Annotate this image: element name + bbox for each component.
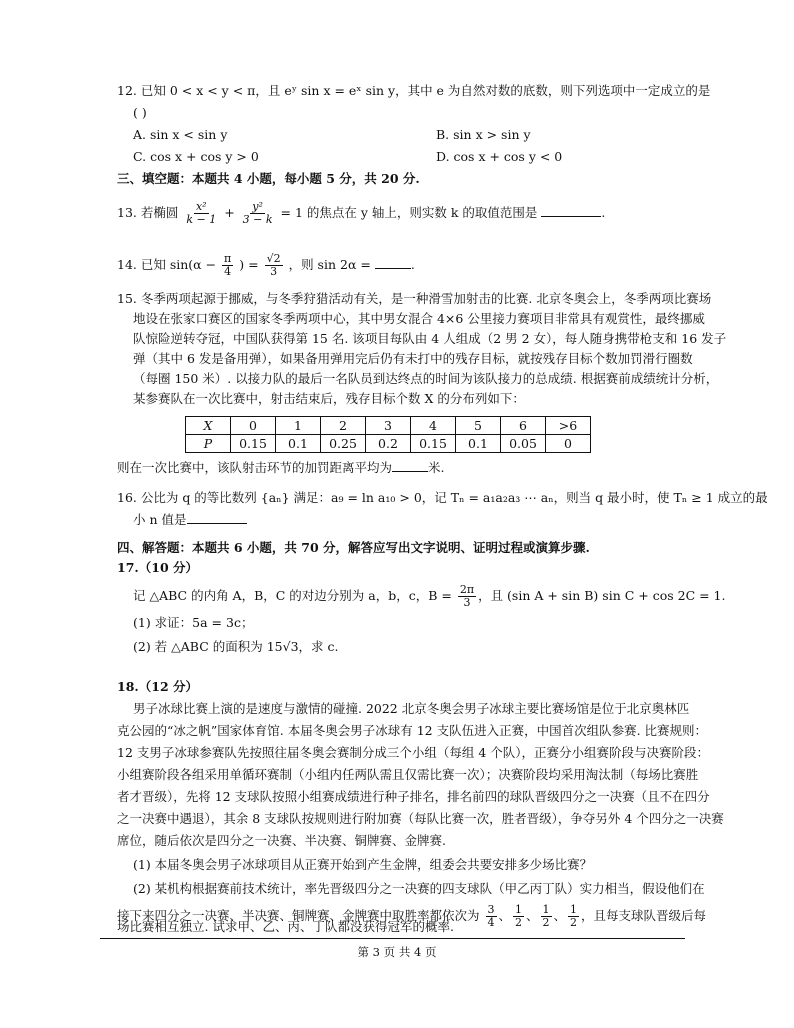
table-cell-p-5: 0.1: [456, 435, 501, 453]
section-3-heading: 三、填空题：本题共 4 小题，每小题 5 分，共 20 分.: [117, 171, 420, 186]
table-cell-x-2: 2: [321, 417, 366, 435]
q14-fraction-pi-num: π: [224, 252, 232, 265]
table-header-p: P: [186, 435, 231, 453]
q18-prob-4-den: 2: [570, 916, 578, 929]
q18-line-4: 小组赛阶段各组采用单循环赛制（小组内任两队需且仅需比赛一次）；决赛阶段均采用淘汰制（每场比赛胜: [117, 767, 699, 782]
table-cell-p-6: 0.05: [501, 435, 546, 453]
q18-line-6: 之一决赛中遇退），其余 8 支球队按规则进行附加赛（每队比赛一次，胜者晋级），争夺另外 4 个四分之一决赛: [117, 811, 724, 826]
table-cell-p-2: 0.25: [321, 435, 366, 453]
q18-prob-1-den: 4: [487, 916, 495, 929]
q14-fraction-root-num: √2: [266, 252, 281, 265]
q15-tail-end: 米.: [428, 460, 445, 475]
q13-fraction-x-den: k − 1: [186, 213, 217, 226]
q18-line-7: 席位，随后依次是四分之一决赛、半决赛、铜牌赛、金牌赛.: [117, 833, 446, 848]
q14-end: .: [410, 257, 415, 272]
q15-tail: [117, 459, 445, 477]
q13-suffix: = 1 的焦点在 y 轴上，则实数 k 的取值范围是: [280, 205, 538, 220]
q12-option-a: A. sin x < sin y: [133, 127, 228, 142]
section-4-heading: 四、解答题：本题共 6 小题，共 70 分，解答应写出文字说明、证明过程或演算步骤.: [117, 540, 590, 555]
table-cell-p-0: 0.15: [231, 435, 276, 453]
q13-fraction-y-num: y²: [252, 200, 263, 213]
q18-part-1: (1) 本届冬奥会男子冰球项目从正赛开始到产生金牌，组委会共要安排多少场比赛？: [133, 857, 593, 872]
table-cell-p-7: 0: [546, 435, 591, 453]
q18-prob-1-num: 3: [487, 903, 495, 916]
q12-option-b: B. sin x > sin y: [436, 127, 531, 142]
q18-line-5: 者才晋级），先将 12 支球队按照小组赛成绩进行种子排名，排名前四的球队晋级四分之一决赛（且不在四分: [117, 789, 710, 804]
q17-stem-a: 记 △ABC 的内角 A，B，C 的对边分别为 a，b，c，B =: [133, 588, 452, 603]
table-cell-p-4: 0.15: [411, 435, 456, 453]
q14-answer-blank[interactable]: [375, 256, 411, 269]
q18-part-2-b: 接下来四分之一决赛、半决赛、铜牌赛、金牌赛中取胜率都依次为 $\frac{3}{4}$ 、 $\frac{1}{2}$ 、 $\frac{1}{2}$ 、 $\frac{1}{2}$ ，且每支球队晋级后每: [117, 903, 707, 929]
q17-part-2: (2) 若 △ABC 的面积为 15√3，求 c.: [133, 639, 339, 654]
q13-fraction-y-den: 3 − k: [242, 213, 273, 226]
q15-tail-text: 则在一次比赛中，该队射击环节的加罚距离平均为: [117, 460, 393, 475]
q17-fraction-b-num: 2π: [459, 583, 475, 596]
q13-fraction-x-num: x²: [195, 200, 207, 213]
q14-mid: ) =: [239, 257, 259, 272]
q18-part-2-c: ，且每支球队晋级后每: [581, 908, 707, 923]
q15-answer-blank[interactable]: [392, 459, 428, 472]
q18-prob-2-num: 1: [515, 903, 523, 916]
q18-prob-4: [568, 904, 579, 929]
table-cell-x-0: 0: [231, 417, 276, 435]
table-cell-x-3: 3: [366, 417, 411, 435]
q18-prob-1: [486, 904, 497, 929]
q14-fraction-pi: [222, 253, 233, 278]
table-cell-x-6: 6: [501, 417, 546, 435]
table-cell-x-1: 1: [276, 417, 321, 435]
q18-line-1: 男子冰球比赛上演的是速度与激情的碰撞. 2022 北京冬奥会男子冰球主要比赛场馆是位于北京奥林匹: [133, 701, 690, 716]
q18-prob-3: [541, 904, 552, 929]
q13: [117, 200, 605, 226]
q14-fraction-root-den: 3: [270, 265, 278, 278]
q18-line-2: 克公园的“冰之帆”国家体育馆. 本届冬奥会男子冰球有 12 支队伍进入正赛，中国首次组队参赛. 比赛规则：: [117, 723, 708, 738]
q18-prob-4-num: 1: [570, 903, 578, 916]
q16-line-1: 16. 公比为 q 的等比数列 {aₙ} 满足：a₉ = ln a₁₀ > 0，记 Tₙ = a₁a₂a₃ ⋯ aₙ，则当 q 最小时，使 Tₙ ≥ 1 成立的最: [117, 490, 768, 505]
footer-divider: [100, 938, 685, 939]
q17-fraction-b-den: 3: [463, 596, 471, 609]
q18-prob-3-den: 2: [542, 916, 550, 929]
page-footer: 第 3 页 共 4 页: [357, 945, 437, 959]
table-cell-x-5: 5: [456, 417, 501, 435]
q17-fraction-b: [458, 584, 476, 609]
table-row-p: [186, 435, 591, 453]
q17-stem-b: ，且 (sin A + sin B) sin C + cos 2C = 1.: [478, 588, 726, 603]
table-cell-p-1: 0.1: [276, 435, 321, 453]
distribution-table: [185, 416, 591, 453]
table-row-x: [186, 417, 591, 435]
q17-stem: [133, 582, 725, 610]
q12-option-c: C. cos x + cos y > 0: [133, 149, 259, 164]
q14-prefix: 14. 已知 sin(α −: [117, 257, 217, 272]
q16-line-2-text: 小 n 值是: [133, 512, 187, 527]
q13-end: .: [601, 205, 606, 220]
q13-fraction-x: [184, 201, 218, 226]
q12-stem: 12. 已知 0 < x < y < π，且 eʸ sin x = eˣ sin y，其中 e 为自然对数的底数，则下列选项中一定成立的是: [117, 83, 711, 98]
q14-fraction-pi-den: 4: [224, 265, 232, 278]
q15-line-4: 弹（其中 6 发是备用弹），如果备用弹用完后仍有未打中的残存目标，就按残存目标个数加罚滑行圈数: [133, 351, 693, 366]
q17-part-1: (1) 求证：5a = 3c；: [133, 615, 254, 630]
q17-heading: 17.（10 分）: [117, 560, 198, 575]
q13-answer-blank[interactable]: [541, 204, 601, 217]
table-cell-x-4: 4: [411, 417, 456, 435]
table-cell-p-3: 0.2: [366, 435, 411, 453]
q18-prob-3-num: 1: [542, 903, 550, 916]
q13-plus: +: [224, 205, 235, 220]
q12-option-d: D. cos x + cos y < 0: [436, 149, 563, 164]
q16-answer-blank[interactable]: [187, 511, 247, 524]
q14: [117, 252, 415, 278]
q18-prob-2: [513, 904, 524, 929]
q15-line-3: 队惊险逆转夺冠，中国队获得第 15 名. 该项目每队由 4 人组成（2 男 2 女），每人随身携带枪支和 16 发子: [133, 331, 727, 346]
q18-part-2-d: 场比赛相互独立. 试求甲、乙、丙、丁队都没获得冠军的概率.: [117, 919, 454, 934]
q14-fraction-root: [265, 253, 283, 278]
q15-line-5: （每圈 150 米）. 以接力队的最后一名队员到达终点的时间为该队接力的总成绩. 根据赛前成绩统计分析，: [133, 371, 719, 386]
q18-part-2-a: (2) 某机构根据赛前技术统计，率先晋级四分之一决赛的四支球队（甲乙丙丁队）实力相当，假设他们在: [133, 881, 705, 896]
q15-line-6: 某参赛队在一次比赛中，射击结束后，残存目标个数 X 的分布列如下：: [133, 391, 525, 406]
q14-suffix: ，则 sin 2α =: [288, 257, 371, 272]
q16-line-2: [133, 511, 247, 529]
table-cell-x-7: >6: [546, 417, 591, 435]
table-header-x: X: [186, 417, 231, 435]
q18-part-2-b-text: 接下来四分之一决赛、半决赛、铜牌赛、金牌赛中取胜率都依次为: [117, 908, 480, 923]
q18-heading: 18.（12 分）: [117, 679, 198, 694]
q13-prefix: 13. 若椭圆: [117, 205, 179, 220]
q18-line-3: 12 支男子冰球参赛队先按照往届冬奥会赛制分成三个小组（每组 4 个队），正赛分小组赛阶段与决赛阶段：: [117, 745, 710, 760]
q15-line-1: 15. 冬季两项起源于挪威，与冬季狩猎活动有关，是一种滑雪加射击的比赛. 北京冬奥会上，冬季两项比赛场: [117, 291, 712, 306]
q18-prob-2-den: 2: [515, 916, 523, 929]
q15-line-2: 地设在张家口赛区的国家冬季两项中心，其中男女混合 4×6 公里接力赛项目非常具有观赏性，最终挪威: [133, 311, 705, 326]
q13-fraction-y: [241, 201, 275, 226]
q12-paren: ( ): [133, 105, 147, 120]
